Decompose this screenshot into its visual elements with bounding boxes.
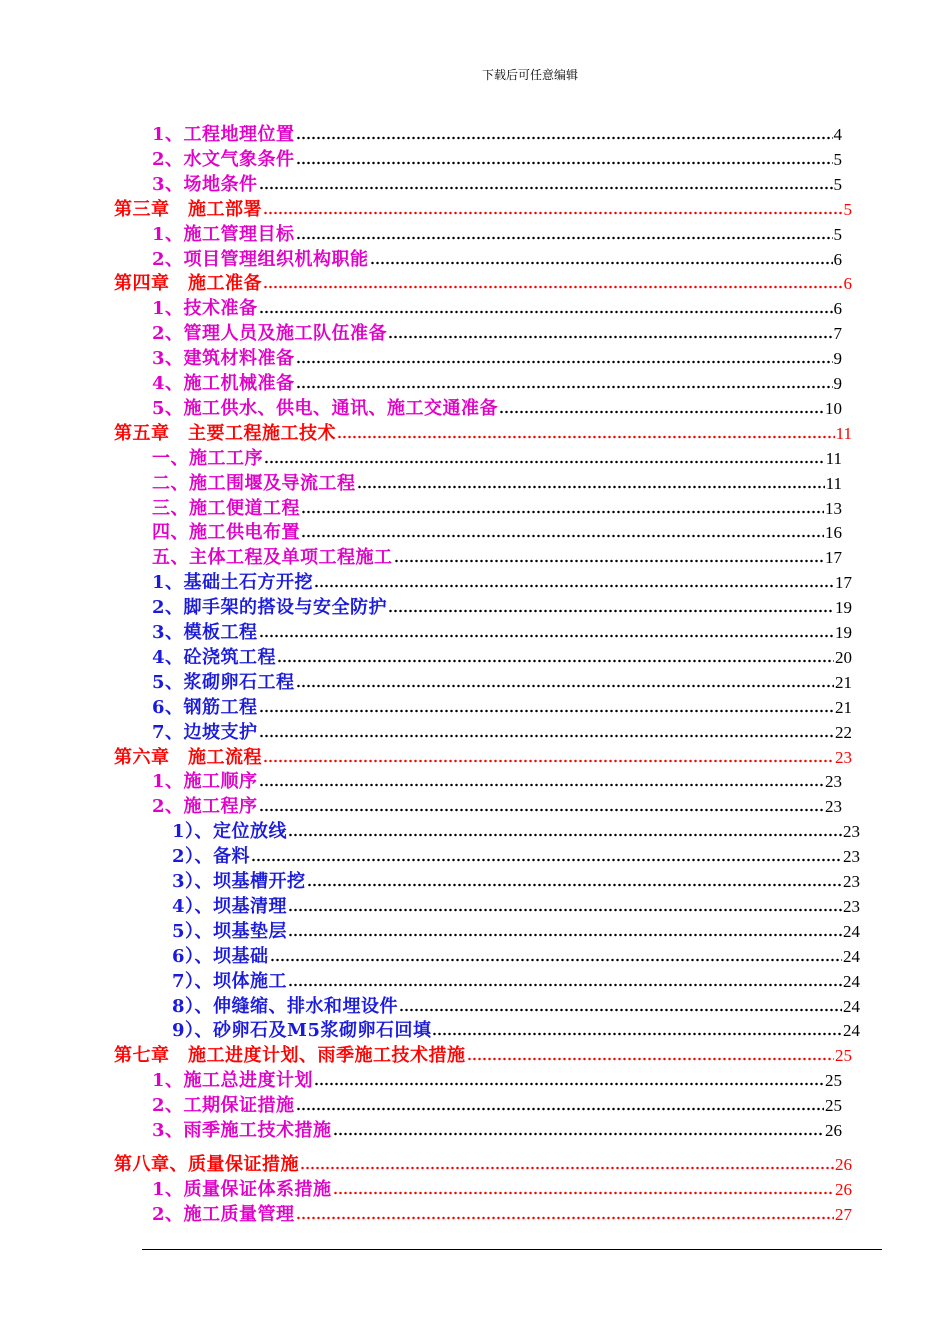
- toc-leader-dots: [259, 732, 834, 740]
- toc-page-number: 23: [843, 822, 860, 842]
- toc-page-number: 21: [835, 697, 852, 717]
- toc-leader-dots: [314, 582, 834, 590]
- toc-page-number: 19: [835, 598, 852, 618]
- toc-page-number: 23: [843, 872, 860, 891]
- toc-entry-label: 第六章 施工流程: [114, 746, 262, 768]
- toc-entry-label: 2、脚手架的搭设与安全防护: [152, 597, 388, 619]
- toc-entry-label: 第五章 主要工程施工技术: [114, 422, 336, 444]
- toc-entry[interactable]: [172, 868, 860, 893]
- footer-divider: [142, 1249, 882, 1250]
- toc-page-number: 11: [825, 473, 842, 493]
- toc-page-number: 23: [825, 772, 842, 792]
- toc-page-number: 25: [835, 1046, 852, 1066]
- toc-page-number: 24: [843, 921, 860, 941]
- toc-entry[interactable]: [152, 295, 842, 320]
- toc-entry-label: 第七章 施工进度计划、雨季施工技术措施: [114, 1045, 466, 1067]
- toc-leader-dots: [432, 1030, 842, 1038]
- toc-entry-label: 5、浆砌卵石工程: [152, 671, 295, 693]
- toc-entry[interactable]: [152, 370, 842, 395]
- toc-leader-dots: [301, 508, 824, 516]
- toc-entry-label: 2、水文气象条件: [152, 148, 295, 170]
- toc-page-number: 16: [825, 523, 842, 543]
- toc-leader-dots: [288, 906, 842, 914]
- toc-page-number: 10: [825, 398, 842, 418]
- toc-page-number: 24: [843, 946, 860, 966]
- toc-entry-label: 2、管理人员及施工队伍准备: [152, 323, 388, 345]
- toc-entry-label: 6、钢筋工程: [152, 696, 258, 718]
- toc-entry[interactable]: [152, 719, 852, 744]
- toc-leader-dots: [388, 607, 834, 615]
- toc-leader-dots: [296, 134, 833, 142]
- toc-entry-label: 2）、备料: [172, 846, 251, 868]
- toc-leader-dots: [263, 757, 834, 765]
- toc-entry[interactable]: [152, 594, 852, 619]
- toc-page-number: 9: [833, 374, 842, 393]
- toc-page-number: 23: [825, 797, 842, 817]
- toc-page-number: 25: [825, 1096, 842, 1116]
- toc-leader-dots: [296, 1105, 824, 1113]
- toc-entry[interactable]: [152, 1092, 842, 1117]
- toc-entry-label: 1、施工管理目标: [152, 223, 295, 245]
- toc-entry[interactable]: [172, 993, 860, 1018]
- toc-page-number: 5: [833, 174, 842, 194]
- toc-entry-label: 1、施工总进度计划: [152, 1070, 314, 1092]
- page-header: 下载后可任意编辑: [481, 68, 578, 82]
- toc-leader-dots: [259, 806, 824, 814]
- toc-page-number: 9: [833, 349, 842, 369]
- toc-entry[interactable]: [172, 1017, 860, 1042]
- toc-page-number: 5: [843, 199, 852, 219]
- toc-entry-label: 1）、定位放线: [172, 821, 288, 843]
- toc-leader-dots: [251, 856, 842, 864]
- toc-leader-dots: [296, 1214, 834, 1222]
- toc-entry-label: 一、施工工序: [152, 447, 263, 469]
- toc-entry[interactable]: [172, 918, 860, 943]
- toc-entry-label: 9）、砂卵石及M5浆砌卵石回填: [172, 1020, 432, 1042]
- toc-leader-dots: [370, 259, 833, 267]
- toc-leader-dots: [333, 1189, 834, 1197]
- toc-leader-dots: [270, 956, 842, 964]
- toc-leader-dots: [288, 831, 842, 839]
- toc-entry[interactable]: [152, 171, 842, 196]
- toc-entry-label: 2、施工程序: [152, 796, 258, 818]
- toc-page-number: 17: [825, 548, 842, 568]
- toc-leader-dots: [388, 333, 832, 341]
- toc-page-number: 23: [835, 747, 852, 767]
- toc-entry-label: 4、砼浇筑工程: [152, 646, 277, 668]
- toc-entry[interactable]: [152, 544, 842, 569]
- toc-entry-label: 4）、坝基清理: [172, 895, 288, 917]
- toc-page-number: 27: [835, 1204, 852, 1224]
- toc-chapter-entry[interactable]: [114, 420, 852, 445]
- toc-page-number: 4: [833, 125, 842, 144]
- toc-leader-dots: [296, 234, 833, 242]
- toc-entry[interactable]: [152, 519, 842, 544]
- toc-leader-dots: [288, 931, 842, 939]
- toc-page-number: 11: [835, 423, 852, 443]
- toc-page-number: 25: [825, 1071, 842, 1091]
- toc-page-number: 26: [835, 1179, 852, 1199]
- toc-page-number: 6: [833, 249, 842, 269]
- toc-leader-dots: [394, 557, 825, 565]
- toc-leader-dots: [259, 632, 834, 640]
- toc-page-number: 6: [843, 274, 852, 294]
- toc-entry[interactable]: [152, 793, 842, 818]
- toc-entry-label: 7、边坡支护: [152, 721, 258, 743]
- toc-page-number: 26: [825, 1121, 842, 1140]
- toc-entry[interactable]: [172, 893, 860, 918]
- toc-leader-dots: [263, 283, 843, 291]
- toc-page-number: 13: [825, 498, 842, 518]
- toc-entry[interactable]: [152, 1117, 842, 1142]
- toc-leader-dots: [259, 781, 824, 789]
- toc-entry[interactable]: [152, 345, 842, 370]
- toc-entry-label: 3、建筑材料准备: [152, 348, 295, 370]
- toc-entry-label: 1、技术准备: [152, 298, 258, 320]
- toc-entry-label: 五、主体工程及单项工程施工: [152, 547, 393, 569]
- toc-page-number: 5: [833, 149, 842, 169]
- toc-entry[interactable]: [152, 694, 852, 719]
- toc-entry-label: 2、施工质量管理: [152, 1203, 295, 1225]
- toc-leader-dots: [300, 1164, 834, 1172]
- toc-chapter-entry[interactable]: [114, 1042, 852, 1067]
- toc-entry[interactable]: [152, 619, 852, 644]
- toc-chapter-entry[interactable]: [114, 744, 852, 769]
- toc-page-number: 21: [835, 672, 852, 692]
- toc-entry[interactable]: [172, 843, 860, 868]
- toc-leader-dots: [307, 881, 842, 889]
- toc-page-number: 11: [825, 448, 842, 468]
- toc-leader-dots: [467, 1055, 835, 1063]
- toc-entry[interactable]: [152, 495, 842, 520]
- toc-leader-dots: [499, 408, 824, 416]
- toc-entry-label: 四、施工供电布置: [152, 522, 300, 544]
- toc-leader-dots: [296, 383, 833, 391]
- toc-entry-label: 1、施工顺序: [152, 771, 258, 793]
- toc-entry[interactable]: [152, 445, 842, 470]
- toc-entry[interactable]: [152, 121, 842, 146]
- toc-page-number: 23: [843, 896, 860, 916]
- toc-leader-dots: [259, 707, 834, 715]
- toc-entry[interactable]: [152, 1067, 842, 1092]
- toc-page-number: 6: [833, 299, 842, 319]
- toc-entry-label: 二、施工围堰及导流工程: [152, 472, 356, 494]
- toc-entry[interactable]: [152, 146, 842, 171]
- toc-leader-dots: [296, 159, 833, 167]
- toc-entry-label: 3）、坝基槽开挖: [172, 871, 306, 892]
- toc-entry-label: 第八章、质量保证措施: [114, 1153, 299, 1175]
- toc-leader-dots: [357, 483, 825, 491]
- toc-page-number: 17: [835, 573, 852, 593]
- toc-entry[interactable]: [172, 818, 860, 843]
- toc-entry-label: 1、质量保证体系措施: [152, 1178, 332, 1200]
- toc-leader-dots: [296, 682, 834, 690]
- toc-entry-label: 5、施工供水、供电、通讯、施工交通准备: [152, 397, 499, 419]
- toc-entry-label: 3、场地条件: [152, 173, 258, 195]
- toc-leader-dots: [337, 433, 835, 441]
- toc-entry[interactable]: [152, 768, 842, 793]
- toc-leader-dots: [264, 458, 825, 466]
- toc-leader-dots: [314, 1080, 824, 1088]
- toc-chapter-entry[interactable]: [114, 196, 852, 221]
- toc-entry-label: 4、施工机械准备: [152, 373, 295, 394]
- toc-entry[interactable]: [152, 669, 852, 694]
- toc-entry[interactable]: [152, 320, 842, 345]
- toc-page-number: 19: [835, 623, 852, 642]
- toc-chapter-entry[interactable]: [114, 270, 852, 295]
- toc-entry-label: 3、模板工程: [152, 622, 258, 643]
- toc-leader-dots: [399, 1006, 842, 1014]
- toc-entry[interactable]: [152, 395, 842, 420]
- toc-entry[interactable]: [172, 968, 860, 993]
- toc-page-number: 24: [843, 1021, 860, 1041]
- toc-entry[interactable]: [152, 644, 852, 669]
- toc-page-number: 22: [835, 722, 852, 742]
- toc-entry-label: 第四章 施工准备: [114, 273, 262, 295]
- toc-page-number: 23: [843, 847, 860, 867]
- toc-entry[interactable]: [152, 246, 842, 271]
- toc-page-number: 20: [835, 647, 852, 667]
- toc-entry[interactable]: [172, 943, 860, 968]
- toc-entry-label: 6）、坝基础: [172, 945, 269, 967]
- toc-leader-dots: [259, 308, 833, 316]
- toc-leader-dots: [301, 532, 824, 540]
- toc-page-number: 24: [843, 996, 860, 1016]
- toc-entry-label: 7）、坝体施工: [172, 970, 288, 992]
- toc-entry[interactable]: [152, 1176, 852, 1201]
- toc-entry-label: 1、基础土石方开挖: [152, 572, 314, 594]
- toc-leader-dots: [259, 184, 833, 192]
- toc-entry[interactable]: [152, 569, 852, 594]
- toc-entry-label: 第三章 施工部署: [114, 198, 262, 220]
- toc-entry-label: 5）、坝基垫层: [172, 920, 288, 942]
- toc-entry-label: 2、项目管理组织机构职能: [152, 248, 369, 270]
- toc-chapter-entry[interactable]: [114, 1151, 852, 1176]
- toc-entry[interactable]: [152, 221, 842, 246]
- toc-leader-dots: [288, 981, 842, 989]
- toc-page-number: 5: [833, 224, 842, 244]
- toc-entry-label: 2、工期保证措施: [152, 1095, 295, 1117]
- toc-entry-label: 三、施工便道工程: [152, 497, 300, 519]
- toc-leader-dots: [296, 358, 833, 366]
- toc-entry-label: 3、雨季施工技术措施: [152, 1120, 332, 1141]
- toc-leader-dots: [333, 1130, 824, 1138]
- toc-page-number: 26: [835, 1154, 852, 1174]
- toc-entry-label: 8）、伸缝缩、排水和埋设件: [172, 995, 399, 1017]
- toc-leader-dots: [263, 209, 843, 217]
- toc-entry-label: 1、工程地理位置: [152, 124, 295, 145]
- toc-entry[interactable]: [152, 470, 842, 495]
- toc-page-number: 24: [843, 971, 860, 991]
- toc-page-number: 7: [833, 324, 842, 344]
- toc-leader-dots: [277, 657, 834, 665]
- toc-entry[interactable]: [152, 1201, 852, 1226]
